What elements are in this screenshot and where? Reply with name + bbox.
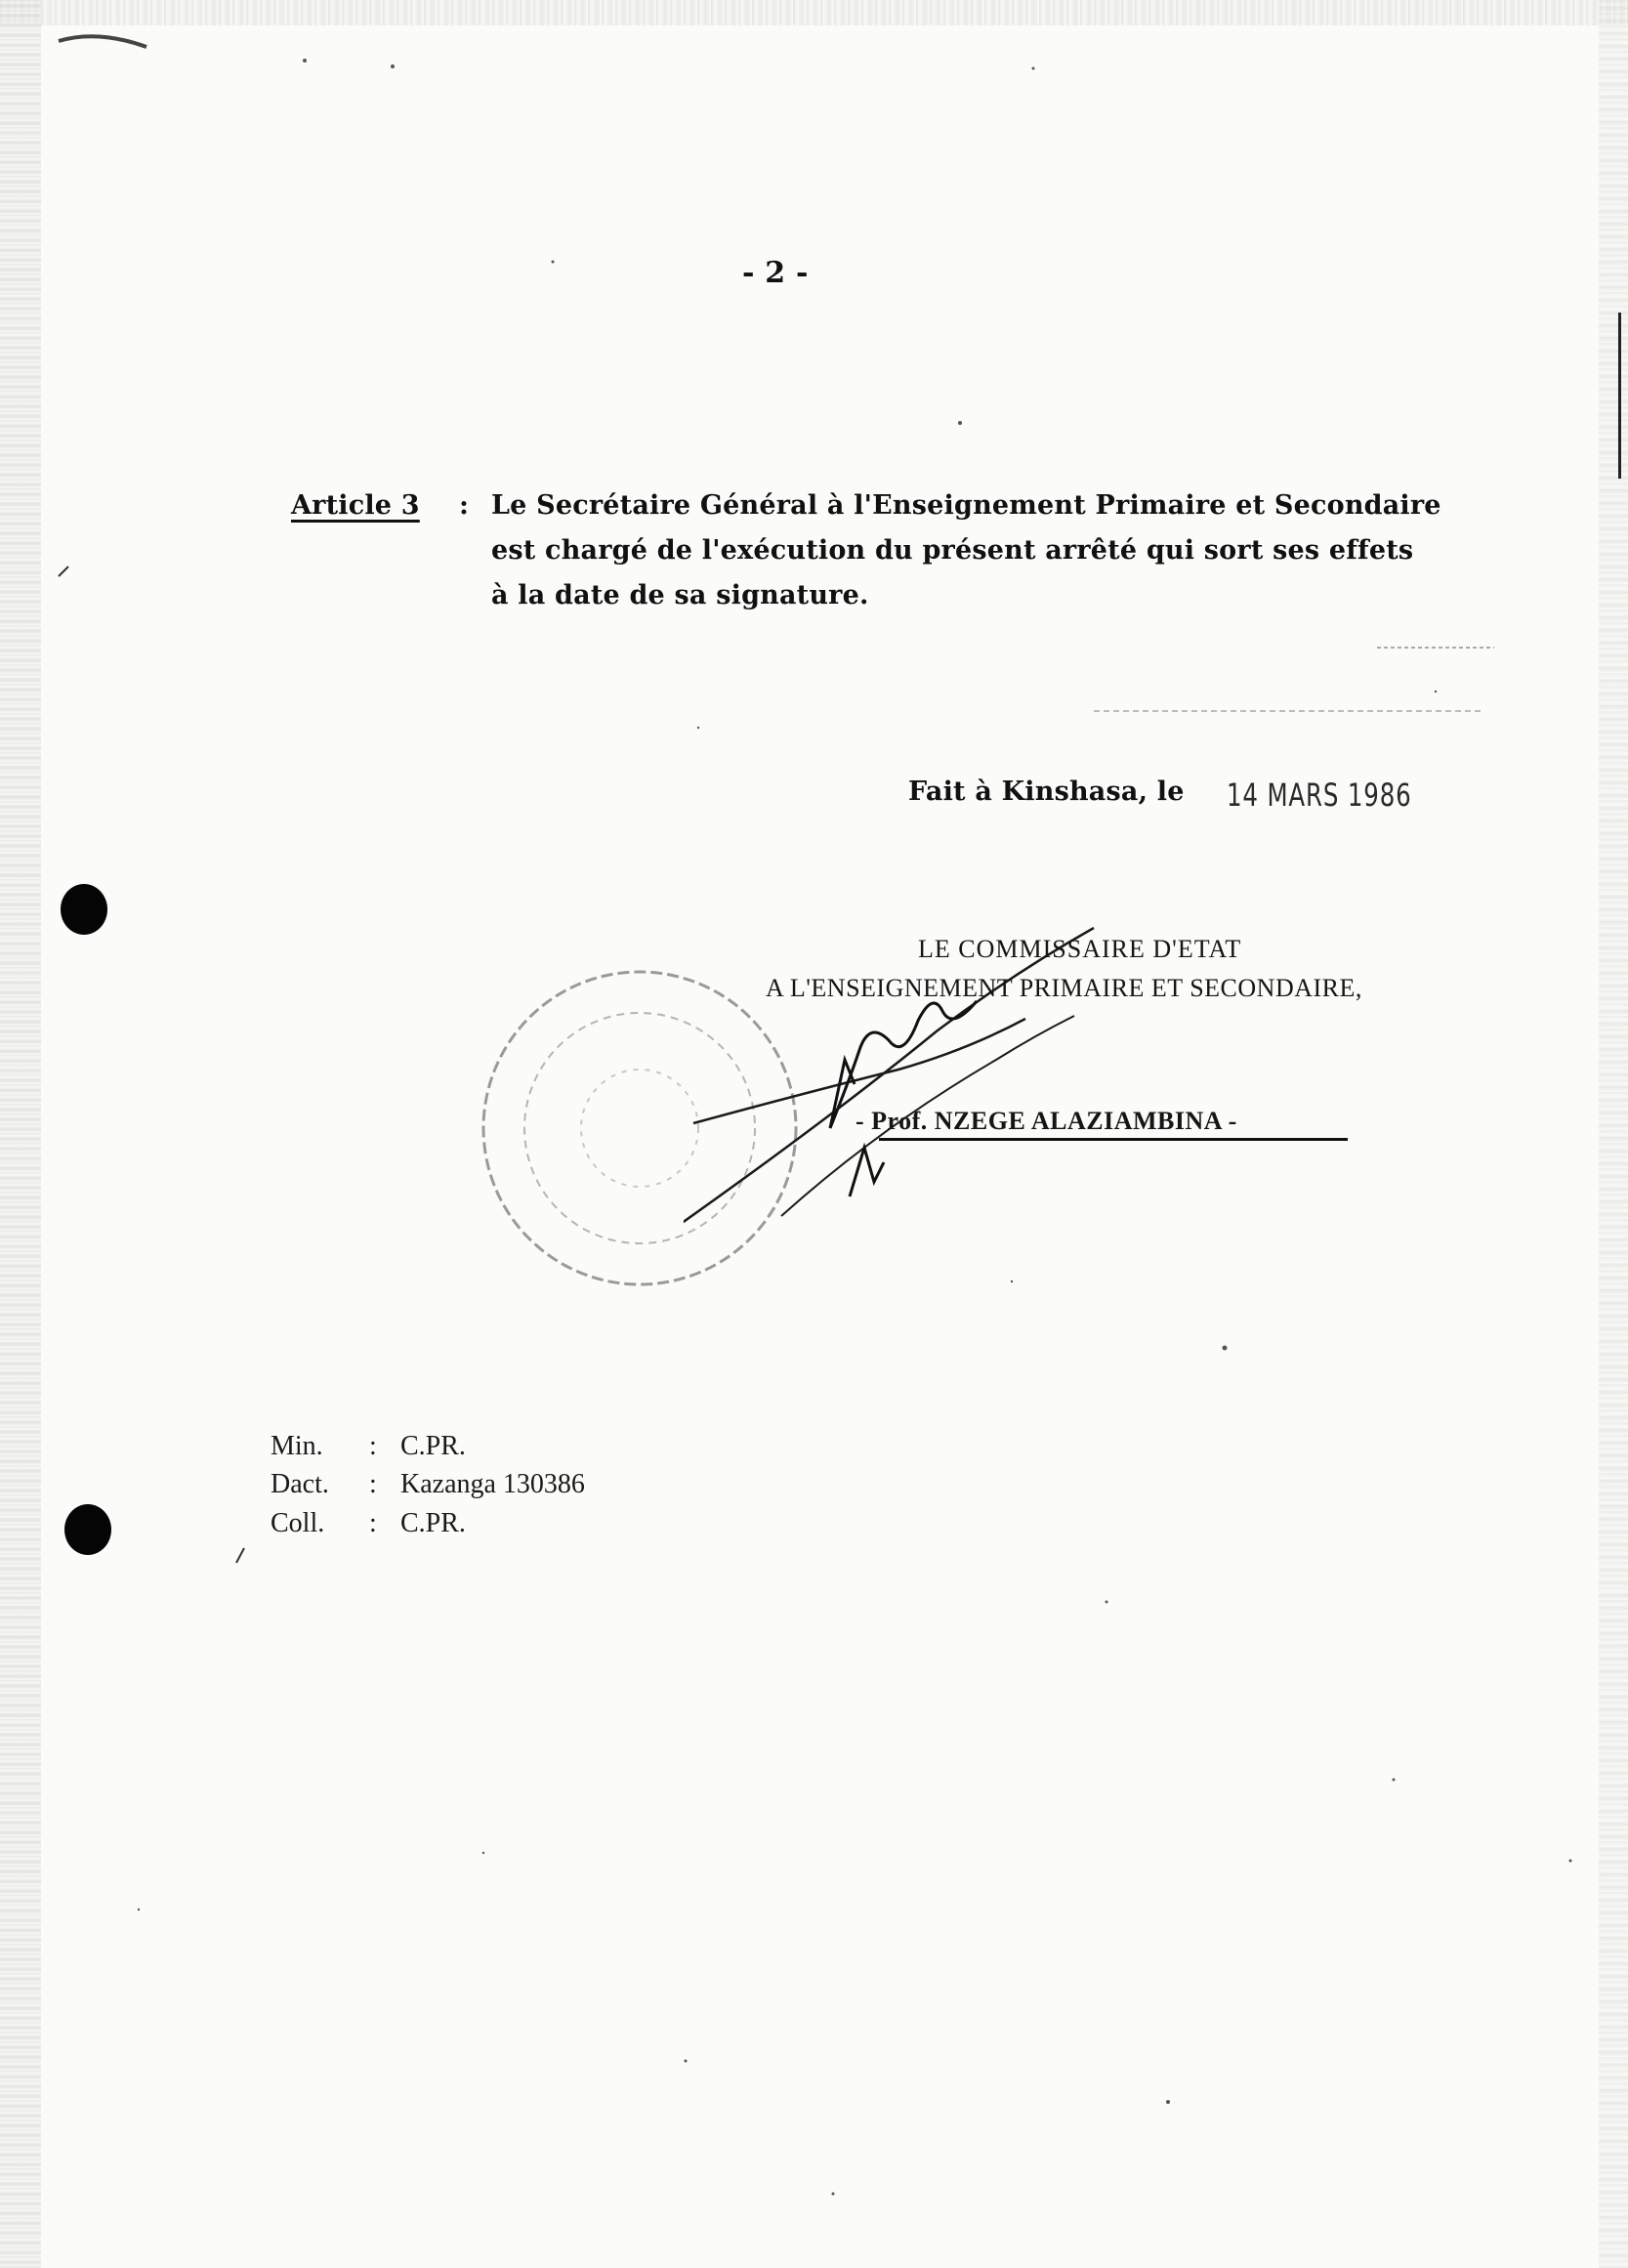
- article-text-line: est chargé de l'exécution du présent arrêté qui sort ses effets: [491, 535, 1414, 566]
- footer-label: Coll.: [271, 1508, 325, 1538]
- article-label: Article 3: [291, 490, 420, 521]
- signatory-title: A L'ENSEIGNEMENT PRIMAIRE ET SECONDAIRE,: [766, 974, 1362, 1002]
- signatory-title: LE COMMISSAIRE D'ETAT: [918, 935, 1242, 963]
- footer-colon: :: [369, 1431, 377, 1461]
- date-stamp: 14 MARS 1986: [1227, 777, 1412, 814]
- footer-colon: :: [369, 1469, 377, 1499]
- signatory-name: - Prof. NZEGE ALAZIAMBINA -: [856, 1107, 1237, 1135]
- footer-label: Dact.: [271, 1469, 329, 1499]
- article-colon: :: [459, 490, 470, 521]
- place-date-text: Fait à Kinshasa, le: [908, 777, 1185, 807]
- footer-colon: :: [369, 1508, 377, 1538]
- signatory-underline: [879, 1138, 1348, 1141]
- footer-value: Kazanga 130386: [400, 1469, 585, 1499]
- article-text-line: à la date de sa signature.: [491, 580, 869, 610]
- page-number: - 2 -: [742, 256, 809, 290]
- footer-value: C.PR.: [400, 1431, 466, 1461]
- footer-value: C.PR.: [400, 1508, 466, 1538]
- footer-label: Min.: [271, 1431, 323, 1461]
- article-text-line: Le Secrétaire Général à l'Enseignement Primaire et Secondaire: [491, 490, 1441, 521]
